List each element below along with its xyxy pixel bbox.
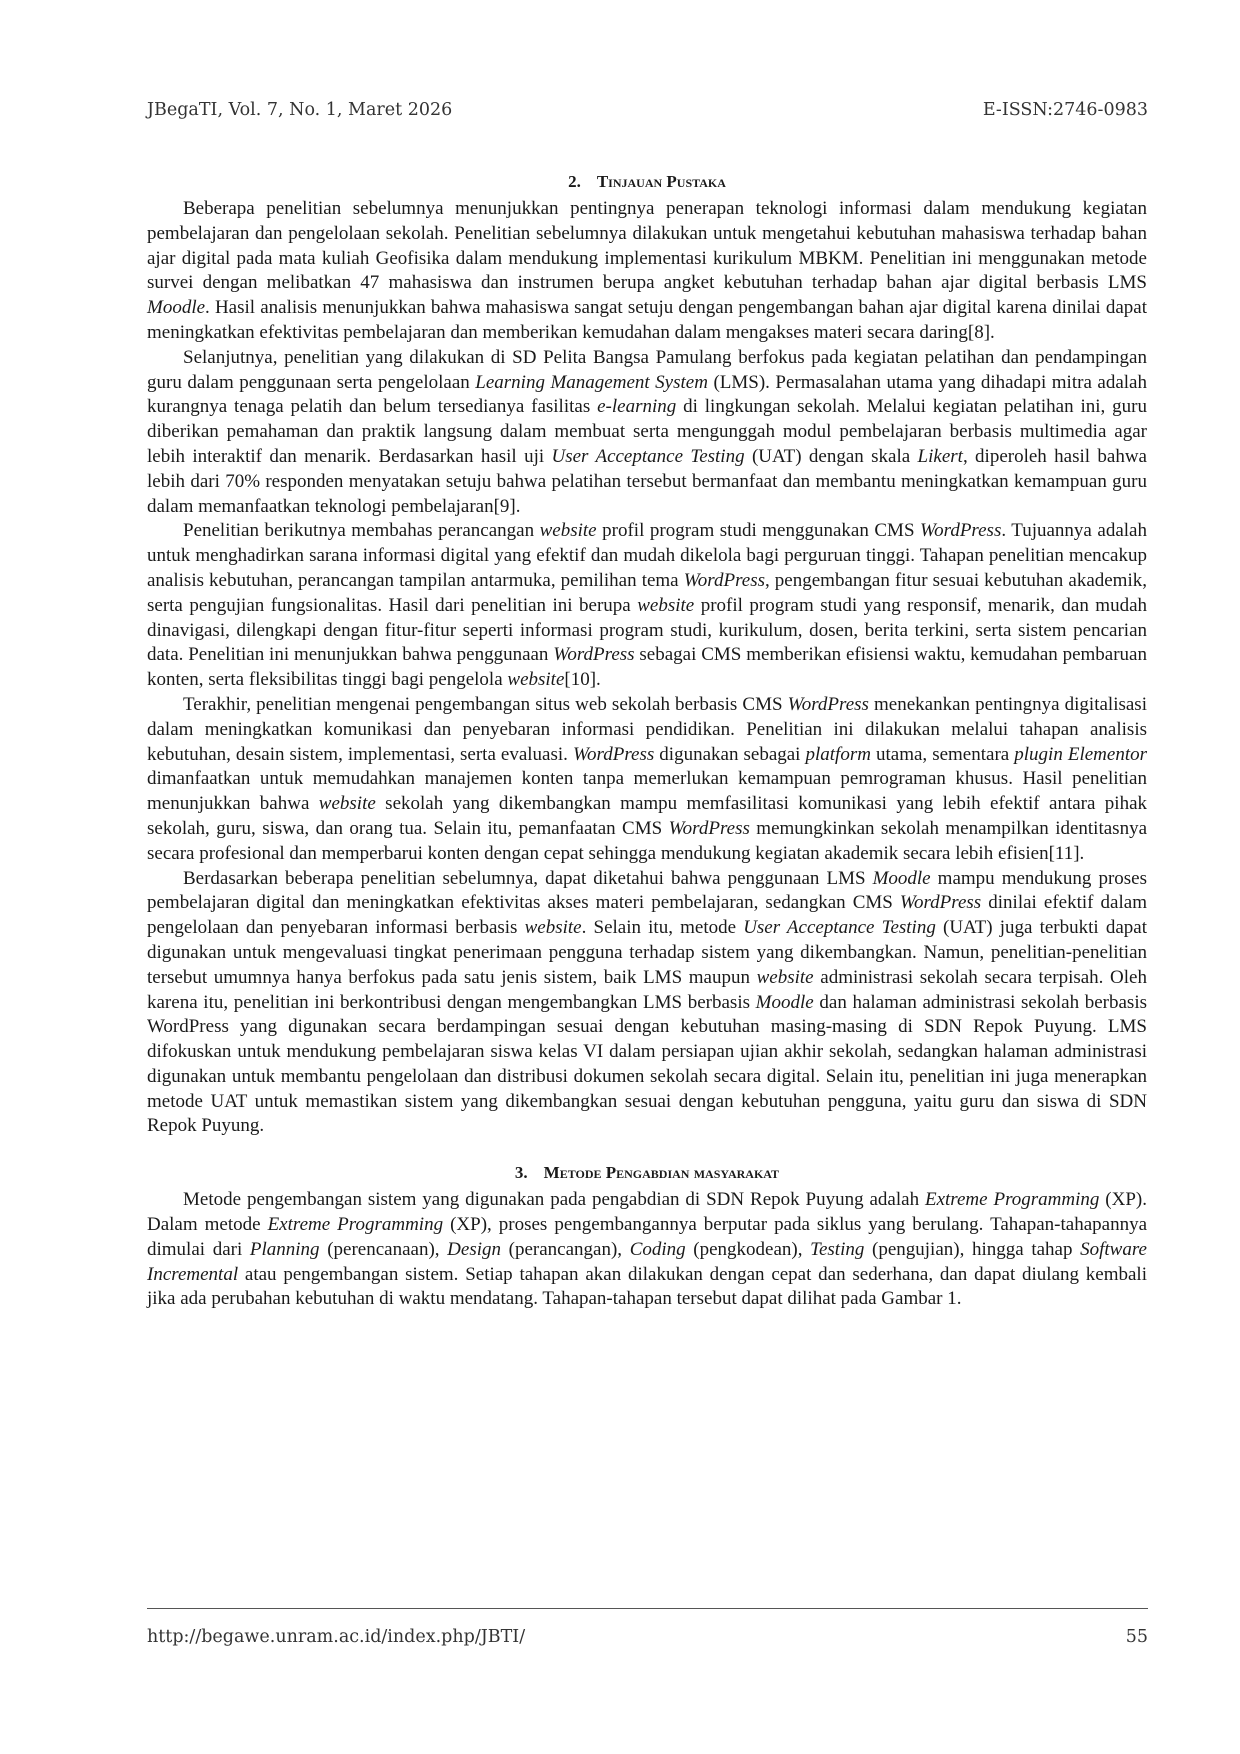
text-run: Selanjutnya, penelitian yang dilakukan di SD Pelita Bangsa Pamulang berfokus pada kegiatan pelatihan dan pendampingan guru dalam penggunaan serta pengelolaan [147, 346, 1147, 393]
italic-term: Learning Management System [475, 371, 708, 393]
italic-term: Software Incremental [147, 1238, 1147, 1285]
italic-term: Design [447, 1238, 501, 1260]
italic-term: website [539, 520, 597, 542]
italic-term: plugin Elementor [1014, 743, 1148, 765]
text-run: Berdasarkan beberapa penelitian sebelumnya, dapat diketahui bahwa penggunaan LMS [183, 867, 873, 889]
text-run: dimanfaatkan untuk memudahkan manajemen konten tanpa memerlukan kemampuan pemrograman khusus. Hasil penelitian menunjukkan bahwa [147, 768, 1147, 815]
italic-term: website [507, 669, 565, 691]
section-title: Metode Pengabdian masyarakat [543, 1163, 780, 1183]
italic-term: Moodle [147, 297, 206, 319]
text-run: [10]. [564, 669, 601, 691]
text-run: atau pengembangan sistem. Setiap tahapan akan dilakukan dengan cepat dan sederhana, dan dapat diulang kembali jika ada perubahan kebutuhan di waktu mendatang. Tahapan-tahapan tersebut dapat dilihat pada Gambar 1. [147, 1263, 1147, 1310]
text-run: profil program studi yang responsif, menarik, dan mudah dinavigasi, dilengkapi dengan fitur-fitur seperti informasi program studi, kurikulum, dosen, berita terkini, serta sistem pencarian data. Penelitian ini menunjukkan bahwa penggunaan [147, 594, 1147, 666]
body-paragraph [147, 346, 1147, 520]
italic-term: website [318, 793, 376, 815]
text-run: utama, sementara [870, 743, 1015, 765]
text-run: (UAT) dengan skala [744, 445, 918, 467]
page-footer [147, 1608, 1148, 1647]
text-run: (pengujian), hingga tahap [864, 1238, 1081, 1260]
italic-term: WordPress [899, 892, 982, 914]
text-run: sekolah yang dikembangkan mampu memfasilitasi komunikasi yang lebih efektif antara pihak sekolah, guru, siswa, dan orang tua. Selain itu, pemanfaatan CMS [147, 793, 1148, 839]
text-run: , diperoleh hasil bahwa lebih dari 70% responden menyatakan setuju bahwa pelatihan tersebut bermanfaat dan membantu meningkatkan kemampuan guru dalam memanfaatkan teknologi pembelajaran[9]. [147, 445, 1147, 517]
text-run: dinilai efektif dalam pengelolaan dan penyebaran informasi berbasis [147, 892, 1147, 939]
text-run: memungkinkan sekolah menampilkan identitasnya secara profesional dan memperbarui konten dengan cepat sehingga mendukung kegiatan akademik secara lebih efisien[11]. [147, 817, 1147, 864]
text-run: Penelitian berikutnya membahas perancangan [183, 520, 540, 542]
italic-term: Likert [917, 445, 963, 467]
text-run: menekankan pentingnya digitalisasi dalam meningkatkan komunikasi dan penyebaran informasi pendidikan. Penelitian ini dilakukan melalui tahapan analisis kebutuhan, desain sistem, implementasi, serta evaluasi. [147, 693, 1147, 765]
italic-term: Extreme Programming [924, 1189, 1100, 1211]
section-body-metode [147, 1188, 1147, 1312]
italic-term: website [637, 594, 695, 616]
page-header [147, 100, 1148, 120]
section-title: Tinjauan Pustaka [596, 172, 726, 191]
italic-term: Moodle [872, 867, 931, 889]
italic-term: Coding [629, 1238, 686, 1260]
text-run: sebagai CMS memberikan efisiensi waktu, kemudahan pembaruan konten, serta fleksibilitas tinggi bagi pengelola [147, 644, 1147, 691]
issn: E-ISSN:2746-0983 [982, 100, 1148, 120]
text-run: . Hasil analisis menunjukkan bahwa mahasiswa sangat setuju dengan pengembangan bahan ajar digital karena dinilai dapat meningkatkan efektivitas pembelajaran dan memberikan kemudahan dalam mengakses materi secara daring[8]. [147, 297, 1147, 343]
text-run: (pengkodean), [685, 1238, 811, 1260]
page-number: 55 [1125, 1627, 1148, 1647]
body-paragraph [147, 693, 1147, 867]
italic-term: Moodle [755, 991, 814, 1013]
journal-info: JBegaTI, Vol. 7, No. 1, Maret 2026 [147, 100, 453, 120]
text-run: (LMS). Permasalahan utama yang dihadapi mitra adalah kurangnya tenaga pelatih dan belum tersedianya fasilitas [147, 371, 1147, 418]
journal-url: http://begawe.unram.ac.id/index.php/JBTI/ [147, 1627, 526, 1647]
italic-term: WordPress [668, 817, 750, 839]
text-run: Beberapa penelitian sebelumnya menunjukkan pentingnya penerapan teknologi informasi dalam mendukung kegiatan pembelajaran dan pengelolaan sekolah. Penelitian sebelumnya dilakukan untuk mengetahui kebutuhan mahasiswa terhadap bahan ajar digital pada mata kuliah Geofisika dalam mendukung implementasi kurikulum MBKM. Penelitian ini menggunakan metode survei dengan melibatkan 47 mahasiswa dan instrumen berupa angket kebutuhan terhadap bahan ajar digital berbasis LMS [147, 198, 1147, 294]
text-run: administrasi sekolah secara terpisah. Oleh karena itu, penelitian ini berkontribusi dengan mengembangkan LMS berbasis [147, 966, 1147, 1013]
text-run: (XP). Dalam metode [147, 1189, 1147, 1236]
body-paragraph [147, 197, 1147, 346]
text-run: profil program studi menggunakan CMS [596, 520, 921, 542]
text-run: mampu mendukung proses pembelajaran digital dan meningkatkan efektivitas akses materi pembelajaran, sedangkan CMS [147, 867, 1147, 914]
italic-term: User Acceptance Testing [743, 917, 936, 939]
italic-term: Planning [249, 1238, 320, 1260]
text-run: . Tujuannya adalah untuk menghadirkan sarana informasi digital yang efektif dan mudah dikelola bagi perguruan tinggi. Tahapan penelitian mencakup analisis kebutuhan, perancangan tampilan antarmuka, pemilihan tema [147, 520, 1147, 591]
text-run: (perancangan), [501, 1238, 630, 1260]
text-run: (UAT) juga terbukti dapat digunakan untuk mengevaluasi tingkat penerimaan pengguna terhadap sistem yang dikembangkan. Namun, penelitian-penelitian tersebut umumnya hanya berfokus pada satu jenis sistem, baik LMS maupun [147, 917, 1147, 988]
italic-term: WordPress [553, 644, 635, 666]
section-body-tinjauan-pustaka [147, 197, 1147, 1139]
italic-term: website [756, 966, 814, 988]
text-run: (XP), proses pengembangannya berputar pada siklus yang berulang. Tahapan-tahapannya dimulai dari [147, 1214, 1147, 1260]
text-run: dan halaman administrasi sekolah berbasis WordPress yang digunakan secara berdampingan sesuai dengan kebutuhan masing-masing di SDN Repok Puyung. LMS difokuskan untuk mendukung pembelajaran siswa kelas VI dalam persiapan ujian akhir sekolah, sedangkan halaman administrasi digunakan untuk membantu pengelolaan dan distribusi dokumen sekolah secara digital. Selain itu, penelitian ini juga menerapkan metode UAT untuk memastikan sistem yang dikembangkan sesuai dengan kebutuhan pengguna, yaitu guru dan siswa di SDN Repok Puyung. [147, 991, 1147, 1137]
text-run: Terakhir, penelitian mengenai pengembangan situs web sekolah berbasis CMS [183, 693, 788, 715]
italic-term: website [524, 917, 582, 939]
italic-term: platform [805, 743, 871, 765]
italic-term: Testing [810, 1238, 865, 1260]
section-heading-tinjauan-pustaka [147, 172, 1147, 192]
body-paragraph [147, 1188, 1147, 1312]
text-run: , pengembangan fitur sesuai kebutuhan akademik, serta pengujian fungsionalitas. Hasil dari penelitian ini berupa [147, 569, 1147, 616]
section-number: 3. [514, 1163, 528, 1183]
italic-term: WordPress [683, 569, 765, 591]
italic-term: User Acceptance Testing [551, 445, 745, 467]
text-run: Metode pengembangan sistem yang digunakan pada pengabdian di SDN Repok Puyung adalah [183, 1189, 925, 1211]
italic-term: Extreme Programming [267, 1214, 444, 1236]
text-run: digunakan sebagai [654, 743, 806, 765]
italic-term: WordPress [787, 693, 869, 715]
section-heading-metode [147, 1163, 1147, 1183]
text-run: . Selain itu, metode [581, 917, 744, 939]
text-run: (perencanaan), [319, 1238, 448, 1260]
body-paragraph [147, 519, 1147, 693]
italic-term: e-learning [597, 396, 677, 418]
section-number: 2. [568, 172, 581, 191]
italic-term: WordPress [572, 743, 655, 765]
italic-term: WordPress [920, 520, 1002, 542]
page-content [147, 172, 1147, 1312]
text-run: di lingkungan sekolah. Melalui kegiatan pelatihan ini, guru diberikan pemahaman dan praktik langsung dalam membuat serta mengunggah modul pembelajaran berbasis multimedia agar lebih interaktif dan menarik. Berdasarkan hasil uji [147, 396, 1147, 467]
body-paragraph [147, 867, 1147, 1140]
